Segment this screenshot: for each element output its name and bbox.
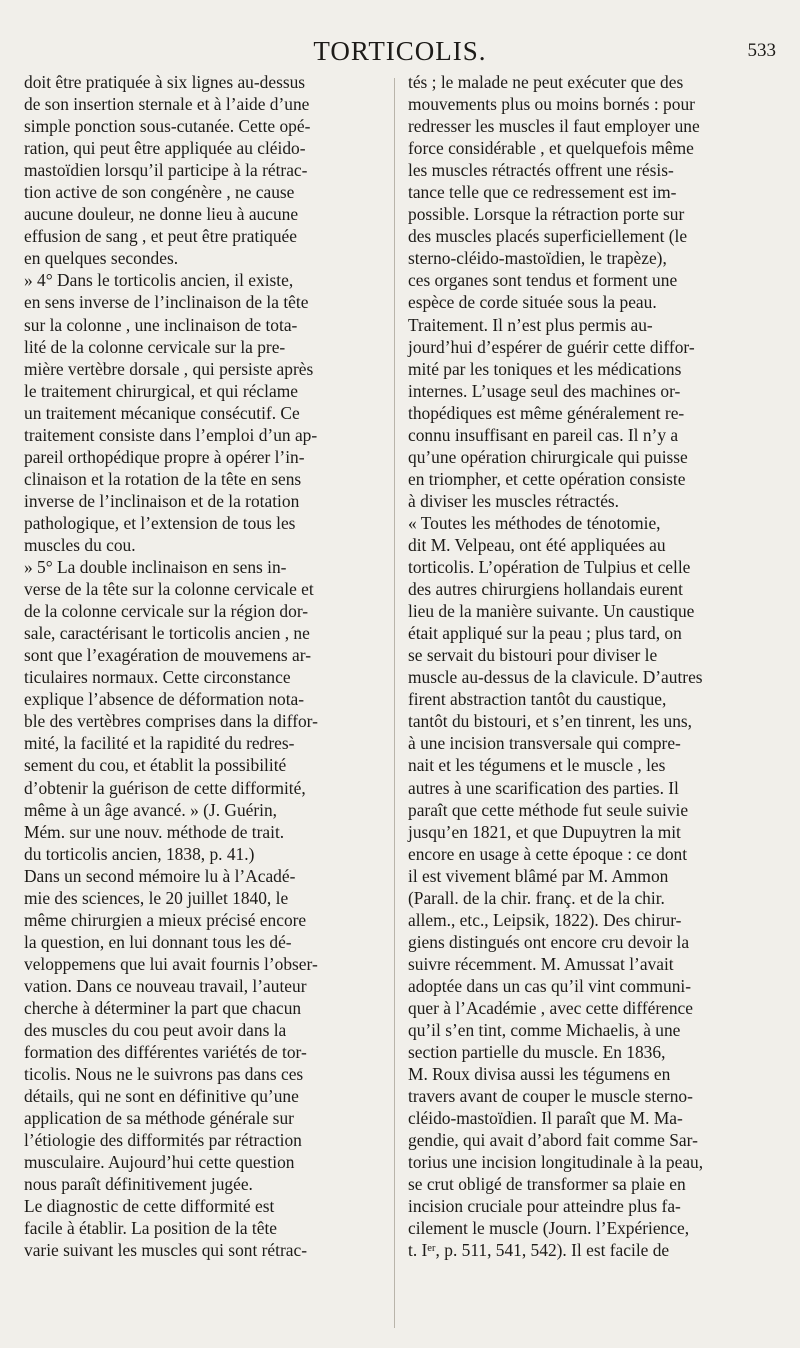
text-line: de son insertion sternale et à l’aide d’une [24,94,310,115]
text-line: quer à l’Académie , avec cette différence [408,997,693,1018]
text-line: ticulaires normaux. Cette circonstance [24,667,291,688]
text-line: lieu de la manière suivante. Un caustique [408,601,695,622]
text-line: adoptée dans un cas qu’il vint communi- [408,975,692,996]
text-line: application de sa méthode générale sur [24,1108,294,1129]
text-line: torius une incision longitudinale à la peau, [408,1152,704,1173]
text-line: cherche à déterminer la part que chacun [24,997,302,1018]
text-line: t. Iᵉʳ, p. 511, 541, 542). Il est facile de [408,1240,670,1261]
text-line: mie des sciences, le 20 juillet 1840, le [24,887,289,908]
text-line: musculaire. Aujourd’hui cette question [24,1152,295,1173]
text-line: inverse de l’inclinaison et de la rotation [24,490,300,511]
text-line: à diviser les muscles rétractés. [408,490,620,511]
text-line: mière vertèbre dorsale , qui persiste après [24,358,314,379]
text-line: ration, qui peut être appliquée au cléido- [24,138,306,159]
text-line: facile à établir. La position de la tête [24,1218,278,1239]
text-line: explique l’absence de déformation nota- [24,689,305,710]
text-line: d’obtenir la guérison de cette difformité, [24,777,306,798]
text-line: mastoïdien lorsqu’il participe à la rétrac- [24,160,308,181]
text-line: sont que l’exagération de mouvemens ar- [24,645,311,666]
text-line: cilement le muscle (Journ. l’Expérience, [408,1218,690,1239]
text-line: formation des différentes variétés de tor- [24,1042,307,1063]
text-line: incision cruciale pour atteindre plus fa- [408,1196,681,1217]
text-line: ces organes sont tendus et forment une [408,270,678,291]
text-line: sterno-cléido-mastoïdien, le trapèze), [408,248,667,269]
text-line: en sens inverse de l’inclinaison de la tête [24,292,309,313]
text-line: Traitement. Il n’est plus permis au- [408,314,653,335]
text-line: mité par les toniques et les médications [408,358,682,379]
text-line: thopédiques est même généralement re- [408,402,685,423]
text-line: (Parall. de la chir. franç. et de la chir. [408,887,665,908]
text-line: pareil orthopédique propre à opérer l’in- [24,446,305,467]
text-line: redresser les muscles il faut employer une [408,116,700,137]
text-line: lité de la colonne cervicale sur la pre- [24,336,286,357]
text-line: des autres chirurgiens hollandais eurent [408,579,683,600]
text-line: ticolis. Nous ne le suivrons pas dans ces [24,1064,304,1085]
page-number: 533 [747,40,776,61]
text-line: suivre récemment. M. Amussat l’avait [408,953,674,974]
text-line: giens distingués ont encore cru devoir la [408,931,690,952]
text-line: tés ; le malade ne peut exécuter que des [408,72,684,92]
text-line: » 5° La double inclinaison en sens in- [24,557,287,578]
text-line: l’étiologie des difformités par rétraction [24,1130,302,1151]
text-line: « Toutes les méthodes de ténotomie, [408,512,661,533]
text-line: tion active de son congénère , ne cause [24,182,295,203]
text-line: varie suivant les muscles qui sont rétrac- [24,1240,307,1261]
column-divider [394,78,395,1328]
text-line: internes. L’usage seul des machines or- [408,380,681,401]
text-line: tantôt du bistouri, et s’en tinrent, les uns, [408,711,693,732]
text-line: il est vivement blâmé par M. Ammon [408,865,669,886]
text-line: allem., etc., Leipsik, 1822). Des chirur- [408,909,682,930]
text-line: mité, la facilité et la rapidité du redres- [24,733,295,754]
text-line: se crut obligé de transformer sa plaie en [408,1174,686,1195]
text-line: sale, caractérisant le torticolis ancien , ne [24,623,310,644]
text-line: autres à une scarification des parties. Il [408,777,679,798]
text-line: muscles du cou. [24,534,136,555]
text-line: veloppemens que lui avait fournis l’obser- [24,953,318,974]
text-line: possible. Lorsque la rétraction porte sur [408,204,685,225]
text-line: le traitement chirurgical, et qui réclame [24,380,298,401]
text-line: en quelques secondes. [24,248,179,269]
text-line: firent abstraction tantôt du caustique, [408,689,667,710]
text-line: jourd’hui d’espérer de guérir cette diffor- [408,336,695,357]
text-line: simple ponction sous-cutanée. Cette opé- [24,116,311,137]
page-header [24,36,776,70]
text-line: se servait du bistouri pour diviser le [408,645,658,666]
text-line: sement du cou, et établit la possibilité [24,755,287,776]
running-head: TORTICOLIS. [313,36,487,66]
text-line: même à un âge avancé. » (J. Guérin, [24,799,278,820]
text-line: section partielle du muscle. En 1836, [408,1042,666,1063]
text-line: la question, en lui donnant tous les dé- [24,931,292,952]
text-line: force considérable , et quelquefois même [408,138,694,159]
text-line: M. Roux divisa aussi les tégumens en [408,1064,671,1085]
text-line: » 4° Dans le torticolis ancien, il existe, [24,270,294,291]
text-line: encore en usage à cette époque : ce dont [408,843,688,864]
text-line: Le diagnostic de cette difformité est [24,1196,275,1217]
text-line: paraît que cette méthode fut seule suivie [408,799,689,820]
text-line: mouvements plus ou moins bornés : pour [408,94,695,115]
text-line: espèce de corde située sous la peau. [408,292,657,313]
text-line: dit M. Velpeau, ont été appliquées au [408,534,666,555]
text-line: nous paraît définitivement jugée. [24,1174,253,1195]
text-line: muscle au-dessus de la clavicule. D’autres [408,667,703,688]
text-line: du torticolis ancien, 1838, p. 41.) [24,843,255,864]
text-line: des muscles du cou peut avoir dans la [24,1020,287,1041]
text-line: cléido-mastoïdien. Il paraît que M. Ma- [408,1108,683,1129]
text-line: des muscles placés superficiellement (le [408,226,688,247]
text-line: aucune douleur, ne donne lieu à aucune [24,204,299,225]
text-line: clinaison et la rotation de la tête en sens [24,468,302,489]
text-line: Mém. sur une nouv. méthode de trait. [24,821,285,842]
text-line: sur la colonne , une inclinaison de tota- [24,314,298,335]
text-line: était appliqué sur la peau ; plus tard, on [408,623,682,644]
text-line: en triompher, et cette opération consiste [408,468,686,489]
text-line: pathologique, et l’extension de tous les [24,512,296,533]
text-line: à une incision transversale qui compre- [408,733,681,754]
text-line: ble des vertèbres comprises dans la diffor- [24,711,318,732]
text-column-right [408,71,770,1262]
text-line: gendie, qui avait d’abord fait comme Sar- [408,1130,698,1151]
text-line: doit être pratiquée à six lignes au-dessus [24,72,306,92]
text-column-left [24,71,386,1262]
text-line: effusion de sang , et peut être pratiquée [24,226,297,247]
text-line: les muscles rétractés offrent une résis- [408,160,674,181]
text-line: jusqu’en 1821, et que Dupuytren la mit [408,821,681,842]
text-line: travers avant de couper le muscle sterno- [408,1086,693,1107]
text-line: vation. Dans ce nouveau travail, l’auteur [24,975,307,996]
text-line: traitement consiste dans l’emploi d’un ap- [24,424,318,445]
text-line: Dans un second mémoire lu à l’Acadé- [24,865,296,886]
text-line: qu’une opération chirurgicale qui puisse [408,446,688,467]
text-line: un traitement mécanique consécutif. Ce [24,402,300,423]
text-line: tance telle que ce redressement est im- [408,182,677,203]
text-line: de la colonne cervicale sur la région dor- [24,601,309,622]
text-line: verse de la tête sur la colonne cervicale et [24,579,314,600]
text-line: connu insuffisant en pareil cas. Il n’y a [408,424,679,445]
text-line: même chirurgien a mieux précisé encore [24,909,307,930]
text-line: qu’il s’en tint, comme Michaelis, à une [408,1020,681,1041]
text-line: nait et les tégumens et le muscle , les [408,755,666,776]
text-line: détails, qui ne sont en définitive qu’une [24,1086,299,1107]
text-line: torticolis. L’opération de Tulpius et celle [408,557,691,578]
